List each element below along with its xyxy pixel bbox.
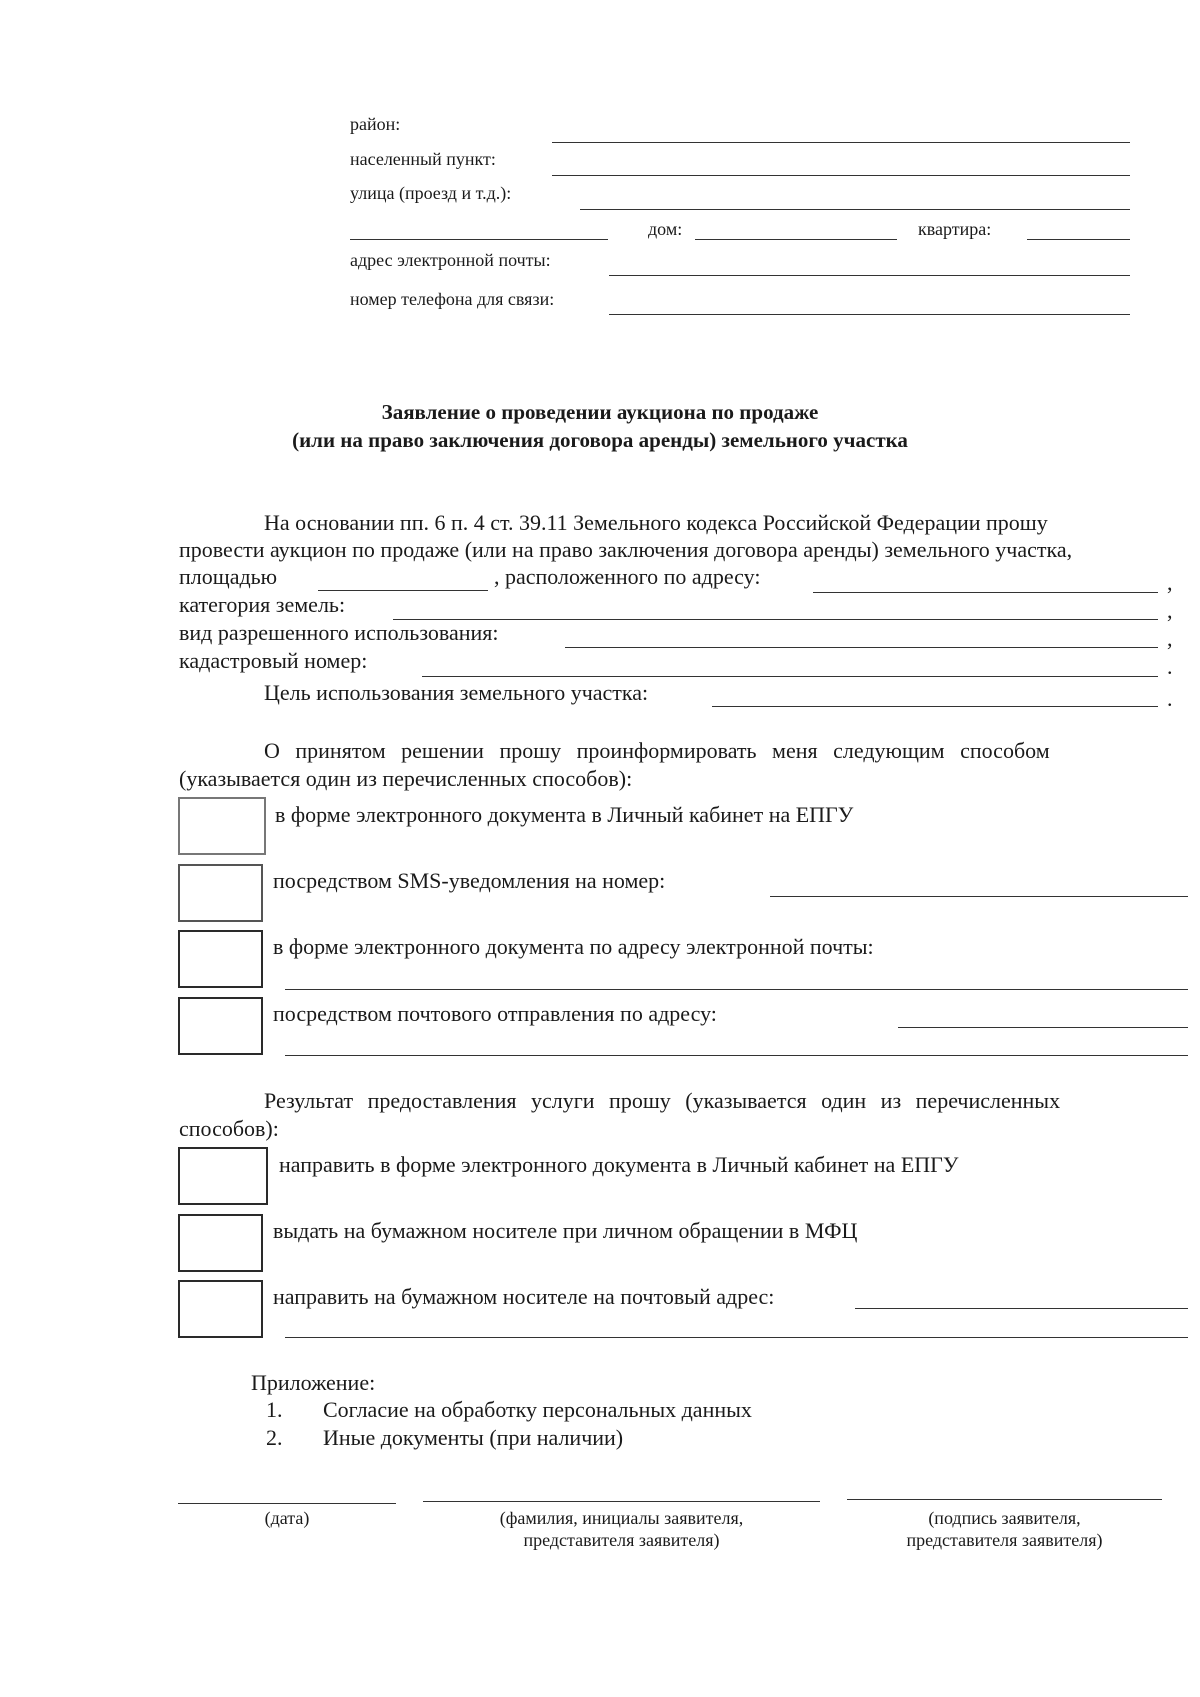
date-field[interactable] [178, 1503, 396, 1504]
name-field[interactable] [423, 1501, 820, 1502]
house-field[interactable] [695, 239, 897, 240]
result-post-field-2[interactable] [285, 1337, 1188, 1338]
label-phone: номер телефона для связи: [350, 289, 555, 309]
label-email: адрес электронной почты: [350, 250, 551, 270]
caption-sign-line2: представителя заявителя) [906, 1530, 1103, 1550]
notify-intro-line1: О принятом решении прошу проинформировать меня следующим способом [264, 738, 1050, 763]
notify-post-field-2[interactable] [285, 1055, 1188, 1056]
purpose-field[interactable] [712, 706, 1158, 707]
label-located: , расположенного по адресу: [494, 564, 761, 589]
body-p1-line1: На основании пп. 6 п. 4 ст. 39.11 Земельного кодекса Российской Федерации прошу [264, 510, 1048, 535]
dot-1: . [1167, 654, 1173, 679]
result-option-mfc: выдать на бумажном носителе при личном обращении в МФЦ [273, 1218, 858, 1243]
street-field[interactable] [580, 209, 1130, 210]
label-street: улица (проезд и т.д.): [350, 183, 512, 203]
attachment-num-1: 1. [266, 1397, 283, 1422]
comma-1: , [1167, 570, 1173, 595]
notify-option-sms: посредством SMS-уведомления на номер: [273, 868, 666, 893]
attachment-text-1: Согласие на обработку персональных данных [323, 1397, 752, 1422]
result-post-field-1[interactable] [855, 1308, 1188, 1309]
caption-date: (дата) [264, 1508, 310, 1528]
attachment-num-2: 2. [266, 1425, 283, 1450]
notify-checkbox-email[interactable] [178, 930, 263, 988]
notify-email-field[interactable] [285, 989, 1188, 990]
street-extra-field[interactable] [350, 239, 608, 240]
settlement-field[interactable] [552, 175, 1130, 176]
notify-option-post: посредством почтового отправления по адресу: [273, 1001, 717, 1026]
cadastral-field[interactable] [422, 676, 1158, 677]
label-cadastral: кадастровый номер: [179, 648, 368, 673]
result-intro-line1: Результат предоставления услуги прошу (указывается один из перечисленных [264, 1088, 1061, 1113]
dot-2: . [1167, 686, 1173, 711]
caption-name-line1: (фамилия, инициалы заявителя, [499, 1508, 744, 1528]
result-option-epgu: направить в форме электронного документа в Личный кабинет на ЕПГУ [279, 1152, 959, 1177]
usage-field[interactable] [565, 647, 1158, 648]
signature-field[interactable] [847, 1499, 1162, 1500]
location-field[interactable] [813, 592, 1158, 593]
result-checkbox-post[interactable] [178, 1280, 263, 1338]
caption-name-line2: представителя заявителя) [523, 1530, 720, 1550]
sms-number-field[interactable] [770, 896, 1188, 897]
label-area: площадью [179, 564, 278, 589]
notify-intro-line2: (указывается один из перечисленных способов): [179, 766, 633, 791]
rayon-field[interactable] [552, 142, 1130, 143]
area-field[interactable] [318, 590, 488, 591]
result-checkbox-mfc[interactable] [178, 1214, 263, 1272]
attachment-text-2: Иные документы (при наличии) [323, 1425, 624, 1450]
apartment-field[interactable] [1027, 239, 1130, 240]
result-intro-line2: способов): [179, 1116, 279, 1141]
label-house: дом: [648, 219, 683, 239]
result-option-post: направить на бумажном носителе на почтовый адрес: [273, 1284, 775, 1309]
notify-option-epgu: в форме электронного документа в Личный кабинет на ЕПГУ [275, 802, 854, 827]
notify-checkbox-epgu[interactable] [178, 797, 266, 855]
email-field[interactable] [609, 275, 1130, 276]
category-field[interactable] [393, 619, 1158, 620]
label-category: категория земель: [179, 592, 346, 617]
notify-checkbox-post[interactable] [178, 997, 263, 1055]
attachments-heading: Приложение: [251, 1370, 376, 1395]
comma-3: , [1167, 626, 1173, 651]
caption-sign-line1: (подпись заявителя, [928, 1508, 1081, 1528]
result-checkbox-epgu[interactable] [178, 1147, 268, 1205]
body-p1-line2: провести аукцион по продаже (или на право заключения договора аренды) земельного участка, [179, 537, 1073, 562]
label-purpose: Цель использования земельного участка: [264, 680, 649, 705]
label-apartment: квартира: [918, 219, 992, 239]
document-title-line2: (или на право заключения договора аренды) земельного участка [292, 428, 908, 452]
label-settlement: населенный пункт: [350, 149, 496, 169]
label-rayon: район: [350, 114, 401, 134]
notify-post-field-1[interactable] [898, 1027, 1188, 1028]
notify-option-email: в форме электронного документа по адресу электронной почты: [273, 934, 874, 959]
document-title-line1: Заявление о проведении аукциона по продаже [381, 400, 819, 424]
comma-2: , [1167, 598, 1173, 623]
phone-field[interactable] [609, 314, 1130, 315]
notify-checkbox-sms[interactable] [178, 864, 263, 922]
label-usage: вид разрешенного использования: [179, 620, 499, 645]
